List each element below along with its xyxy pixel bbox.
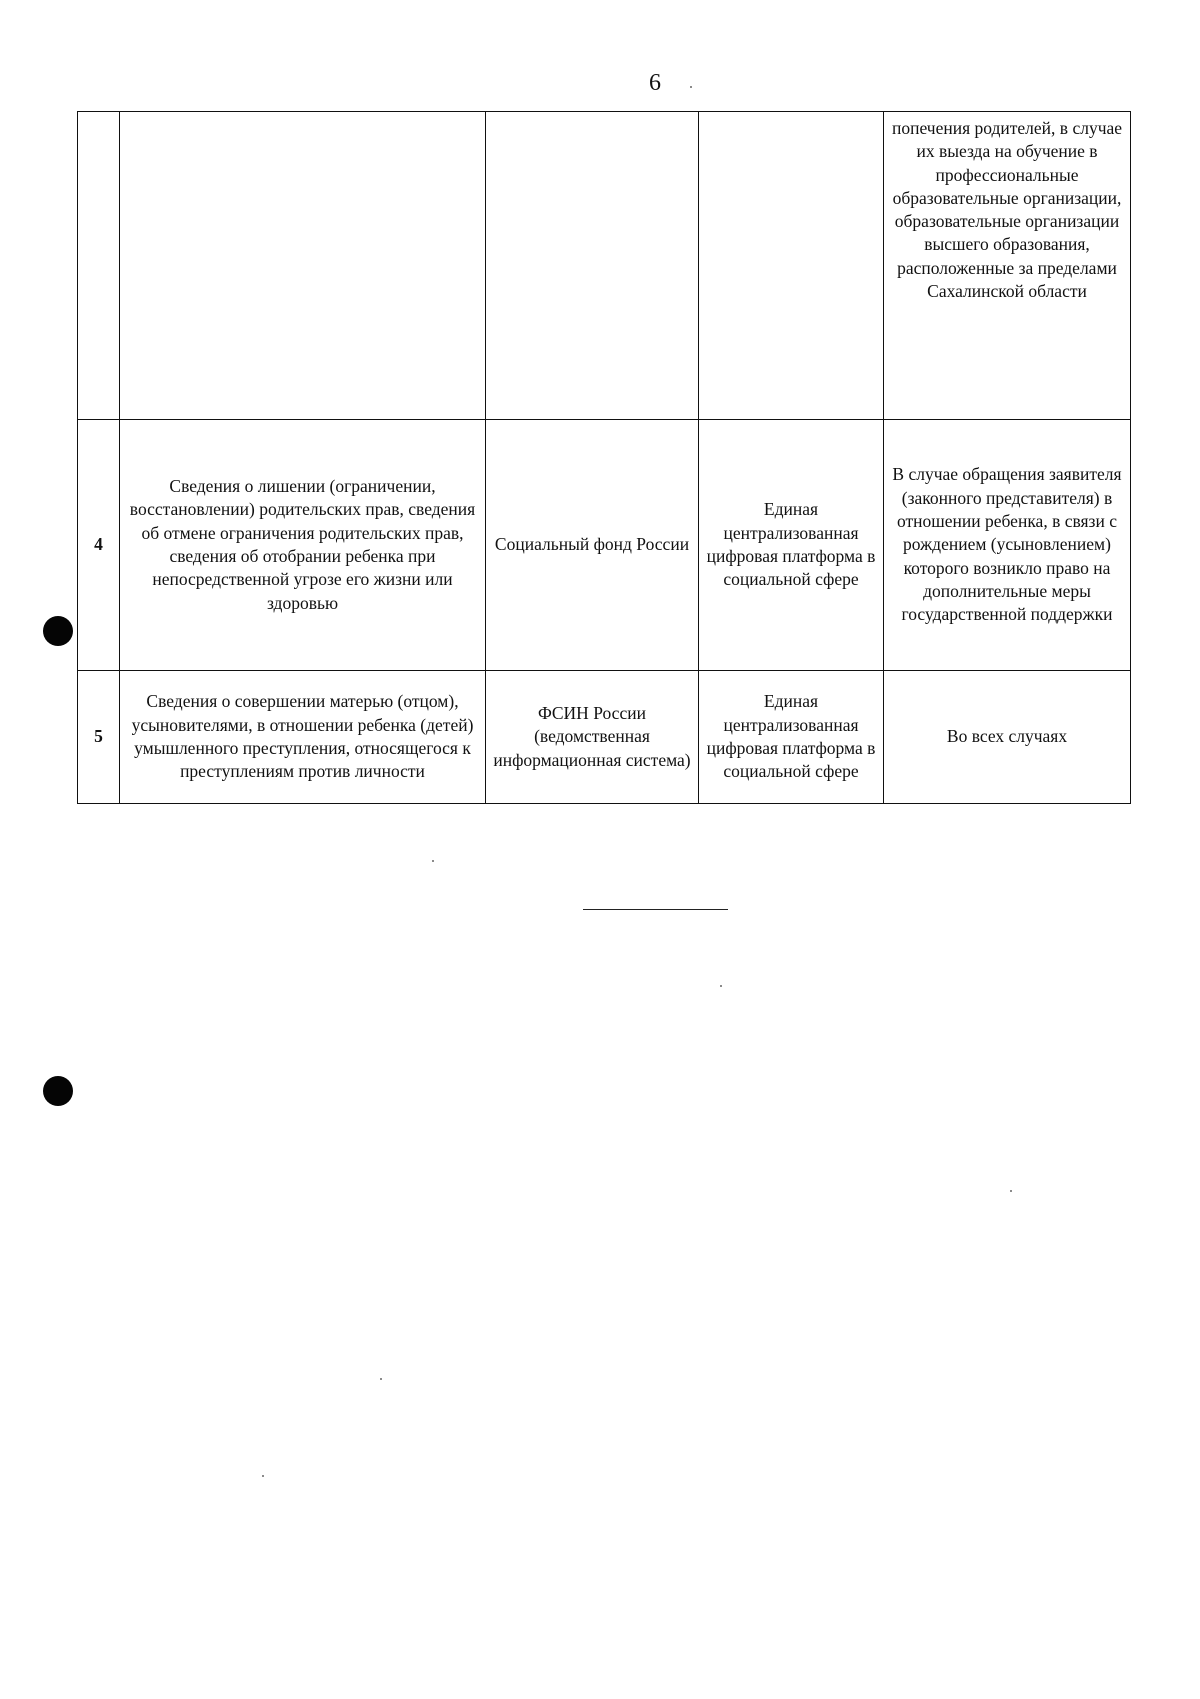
table-row [78, 671, 1131, 804]
scan-speck [1010, 1190, 1012, 1192]
row-number [78, 112, 120, 420]
table-row [78, 112, 1131, 420]
source-cell [486, 112, 699, 420]
scan-speck [262, 1475, 264, 1477]
info-cell [120, 112, 486, 420]
info-cell: Сведения о совершении матерью (отцом), усыновителями, в отношении ребенка (детей) умышленного преступления, относящегося к преступлениям против личности [120, 671, 486, 804]
channel-cell: Единая централизованная цифровая платформа в социальной сфере [699, 671, 884, 804]
condition-cell: попечения родителей, в случае их выезда на обучение в профессиональные образовательные организации, образовательные организации высшего образования, расположенные за пределами Сахалинской области [884, 112, 1131, 420]
row-number: 5 [78, 671, 120, 804]
punch-hole-mark [43, 1076, 73, 1106]
scan-speck [690, 86, 692, 88]
condition-cell: В случае обращения заявителя (законного представителя) в отношении ребенка, в связи с рождением (усыновлением) которого возникло право на дополнительные меры государственной поддержки [884, 420, 1131, 671]
table-row [78, 420, 1131, 671]
source-cell: Социальный фонд России [486, 420, 699, 671]
condition-cell: Во всех случаях [884, 671, 1131, 804]
end-separator-line [583, 909, 728, 910]
row-number: 4 [78, 420, 120, 671]
page-number: 6 [649, 70, 661, 96]
channel-cell [699, 112, 884, 420]
scan-speck [720, 985, 722, 987]
source-cell: ФСИН России (ведомственная информационная система) [486, 671, 699, 804]
channel-cell: Единая централизованная цифровая платформа в социальной сфере [699, 420, 884, 671]
scan-speck [432, 860, 434, 862]
punch-hole-mark [43, 616, 73, 646]
info-cell: Сведения о лишении (ограничении, восстановлении) родительских прав, сведения об отмене ограничения родительских прав, сведения об отобрании ребенка при непосредственной угрозе его жизни или здоровью [120, 420, 486, 671]
data-table [77, 111, 1131, 804]
scan-speck [380, 1378, 382, 1380]
